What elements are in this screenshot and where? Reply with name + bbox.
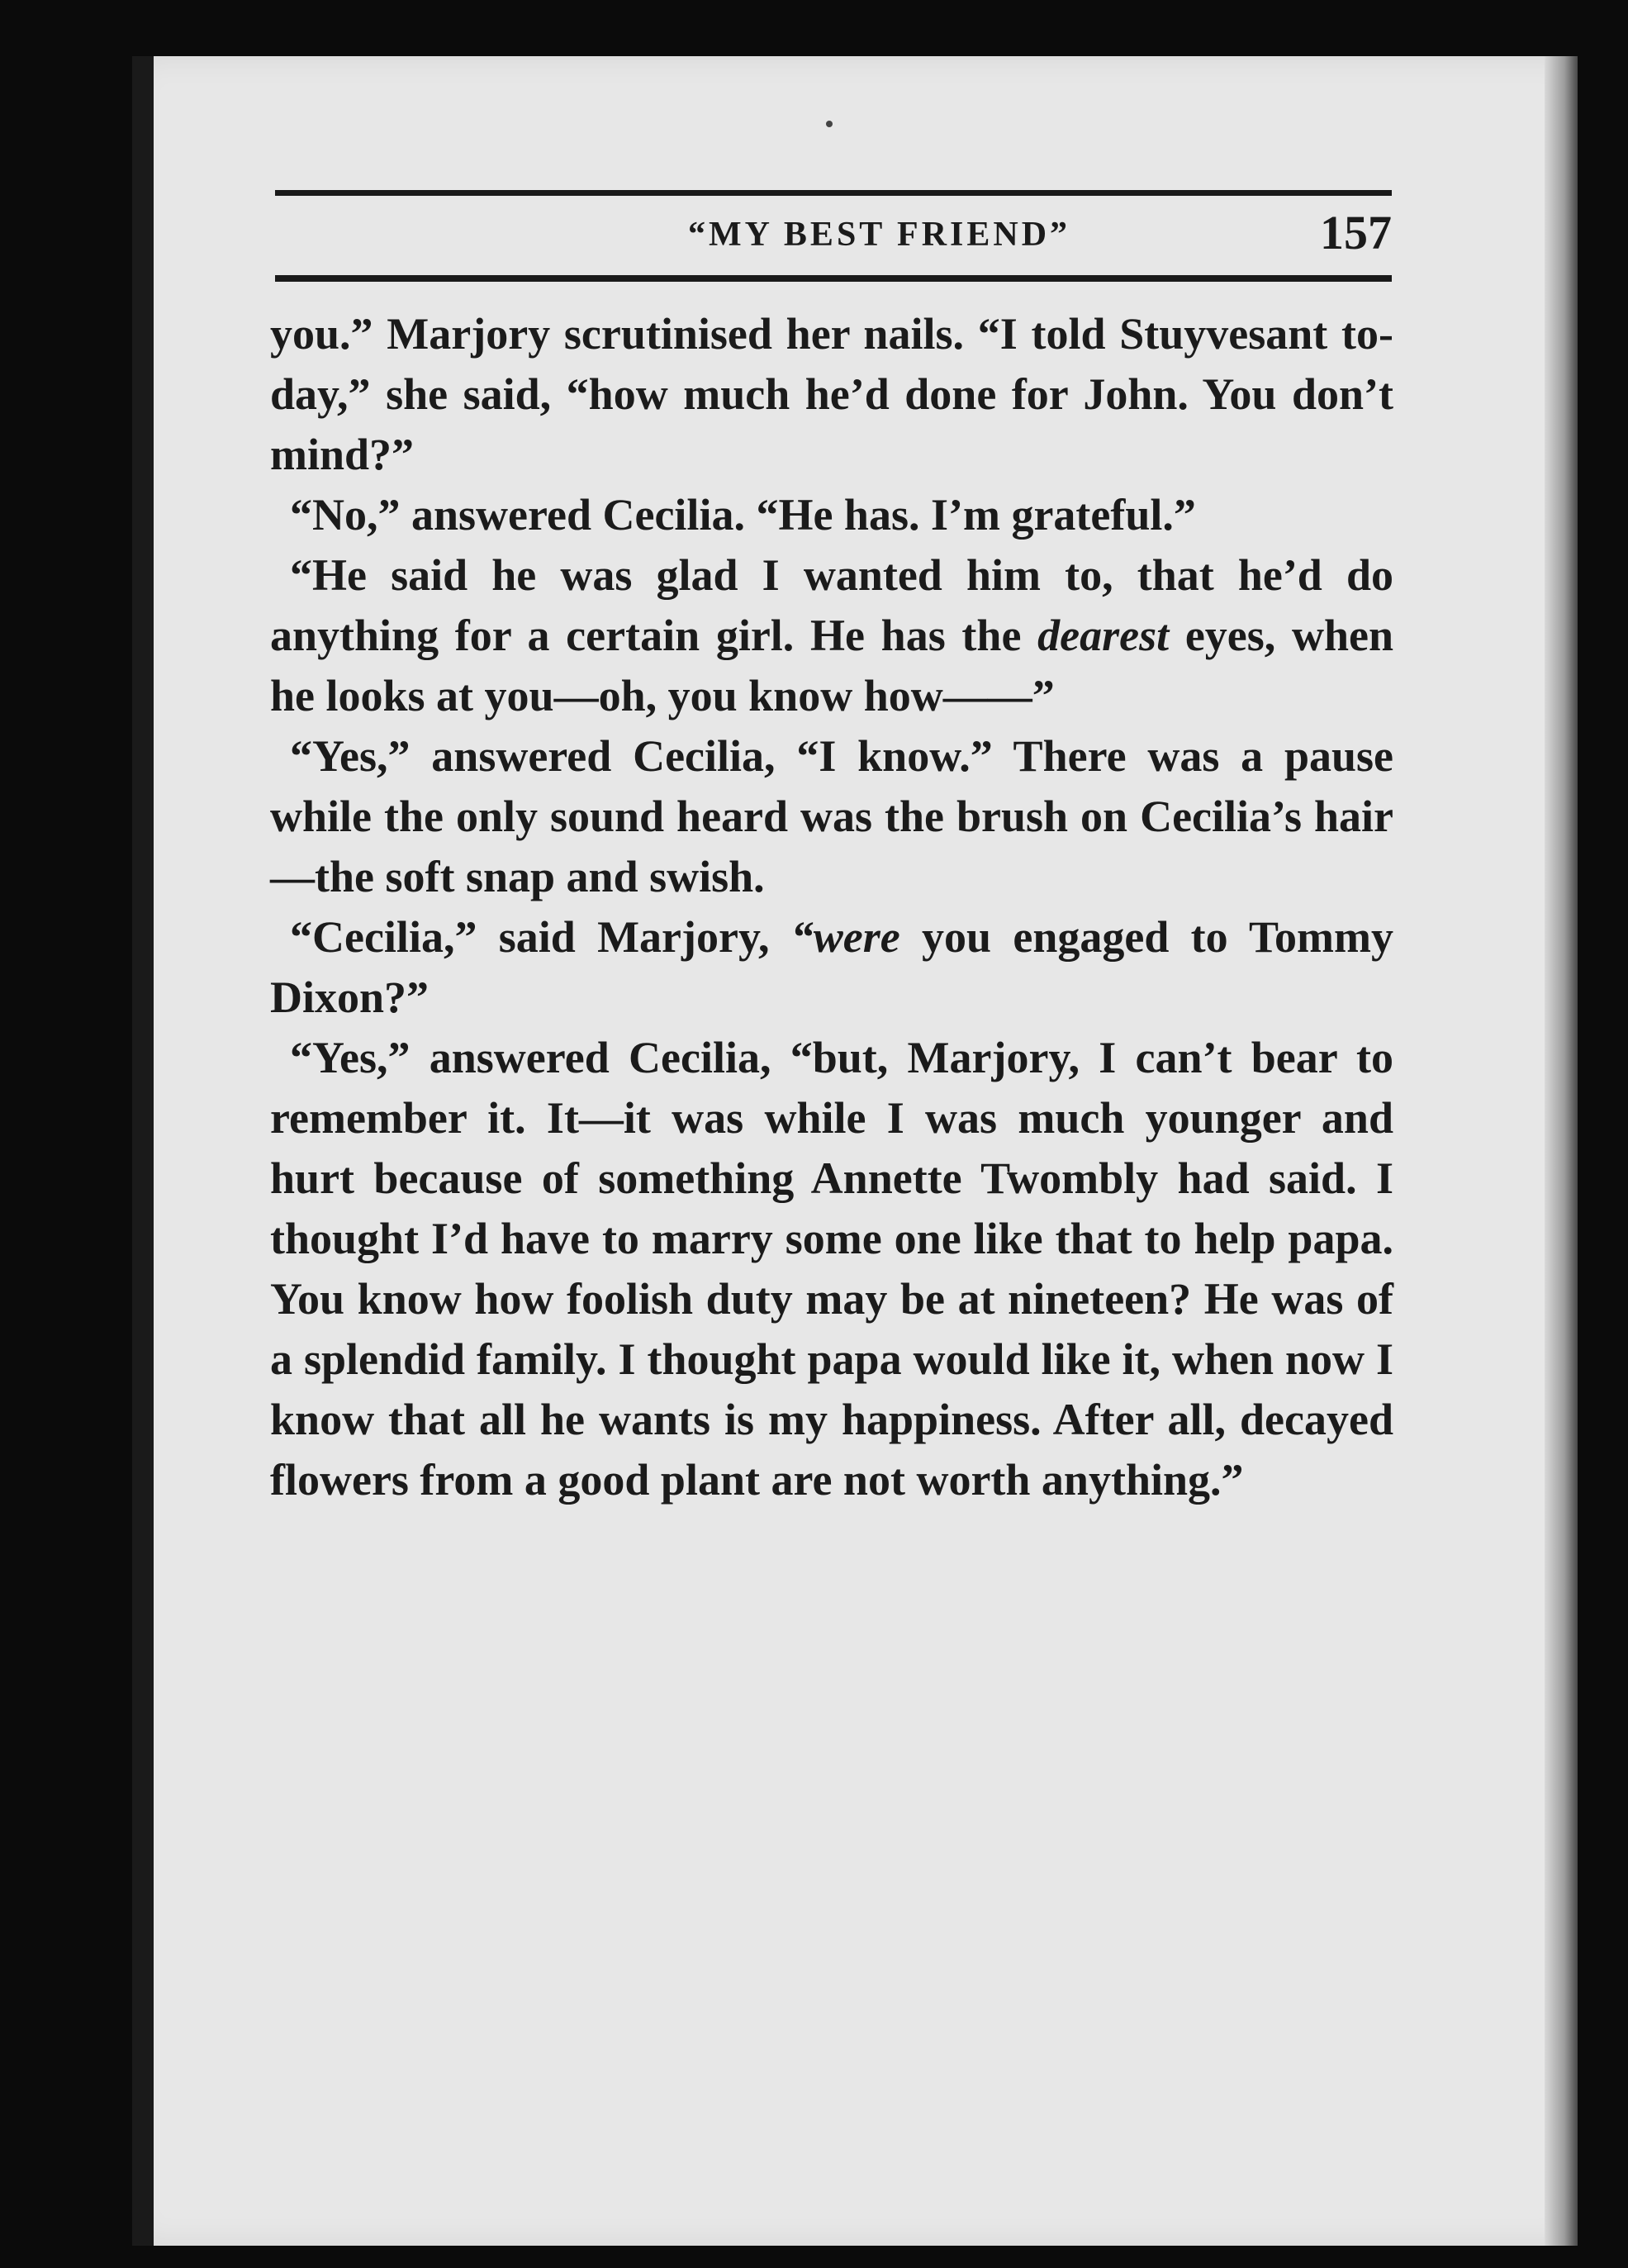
header-rule-bottom [275,275,1392,282]
italic-text: dearest [1037,611,1170,660]
body-text [270,304,1393,1510]
paragraph-text: “No,” answered Cecilia. “He has. I’m grateful.” [290,490,1196,540]
running-head [275,205,1392,271]
paragraph-text: “He said he was glad I wanted him to, that he’d do anything for a certain girl. He has the [270,550,1393,660]
paragraph-text: you engaged to Tommy Dixon?” [270,912,1393,1022]
paragraph-text: “Cecilia,” said Marjory, [290,912,791,962]
page-gutter [132,56,154,2246]
paragraph-text: “Yes,” answered Cecilia, “but, Marjory, I can’t bear to remember it. It—it was while I was much younger and hurt because of something Annette Twombly had said. I thought I’d have to marry some one like that to help papa. You know how foolish duty may be at nineteen? He was of a splendid family. I thought papa would like it, when now I know that all he wants is my happiness. After all, decayed flowers from a good plant are not worth anything.” [270,1033,1393,1505]
paragraph [270,485,1393,545]
page-number: 157 [1320,206,1392,259]
paragraph [270,545,1393,726]
paragraph-text: you.” Marjory scrutinised her nails. “I told Stuyvesant to-day,” she said, “how much he’d done for John. You don’t mind?” [270,309,1393,479]
paragraph-text: eyes, when he looks at you—oh, you know how——” [270,611,1394,720]
page-edge [1545,56,1578,2246]
speck-mark [826,121,833,127]
paragraph [270,907,1393,1028]
paragraph [270,1028,1393,1510]
header-rule-top [275,190,1392,196]
paragraph [270,304,1393,485]
italic-text: “were [790,912,900,962]
running-title: “MY BEST FRIEND” [688,216,1071,254]
paragraph-text: “Yes,” answered Cecilia, “I know.” There was a pause while the only sound heard was the brush on Cecilia’s hair—the soft snap and swish. [270,731,1393,901]
book-page [132,56,1578,2246]
paragraph [270,726,1393,907]
